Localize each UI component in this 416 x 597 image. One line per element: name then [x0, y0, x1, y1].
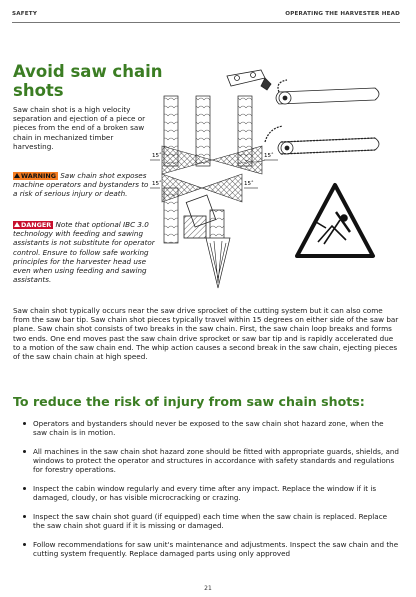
danger-badge-label: DANGER — [21, 220, 52, 229]
saw-bar-lower — [265, 126, 379, 154]
saw-head — [184, 216, 206, 238]
list-item: All machines in the saw chain shot hazard zone should be fitted with appropriate guards, shields, and windows to protect the operator and structures in accordance with safety standards and regulations for forestry operations. — [21, 447, 399, 475]
angle-label: 15˚ — [264, 153, 274, 159]
warning-notice — [13, 171, 153, 199]
danger-notice — [13, 220, 165, 284]
page-number: 21 — [204, 585, 212, 592]
list-item: Inspect the cabin window regularly and every time after any impact. Replace the window if it is damaged, cloudy, or has visible microcracking or crazing. — [21, 484, 399, 502]
page-title: Avoid saw chain shots — [13, 62, 163, 100]
header-section-label: SAFETY — [12, 11, 38, 17]
warning-badge — [13, 172, 58, 180]
saw-bar-upper — [276, 80, 379, 104]
stump — [210, 210, 224, 240]
page-header — [12, 6, 400, 22]
list-item: Operators and bystanders should never be exposed to the saw chain shot hazard zone, when the saw chain is in motion. — [21, 419, 399, 437]
header-rule — [12, 22, 400, 23]
safety-bullet-list — [21, 419, 399, 568]
list-item: Follow recommendations for saw unit's maintenance and adjustments. Inspect the saw chain and the cutting system frequently. Replace damaged parts using only approved — [21, 540, 399, 558]
chain-shot-hazard-icon — [294, 182, 376, 260]
warning-triangle-icon — [14, 173, 20, 178]
angle-label: 15˚ — [244, 181, 254, 187]
warning-badge-label: WARNING — [21, 171, 56, 180]
danger-text: Note that optional IBC 3.0 technology with feeding and sawing assistants is not substitute for operator control. Ensure to follow safe working principles for the harvester head use even when using feeding and sawing assistants. — [13, 220, 155, 285]
header-chapter-label: OPERATING THE HARVESTER HEAD — [285, 11, 400, 17]
tree-trunk — [196, 96, 210, 166]
saw-chain-break-illustration — [225, 64, 385, 180]
chain-fragment — [227, 70, 271, 90]
danger-badge — [13, 221, 53, 229]
danger-triangle-icon — [14, 222, 20, 227]
angle-label: 15˚ — [152, 153, 162, 159]
intro-paragraph: Saw chain shot is a high velocity separation and ejection of a piece or pieces from the end of a broken saw chain in mechanized timber harvesting. — [13, 105, 146, 151]
angle-label: 15˚ — [152, 181, 162, 187]
section-heading: To reduce the risk of injury from saw chain shots: — [13, 394, 365, 409]
description-paragraph: Saw chain shot typically occurs near the saw drive sprocket of the cutting system but it can also come from the saw bar tip. Saw chain shot pieces typically travel within 15 degrees on either side of the saw bar plane. Saw chain shot consists of two breaks in the saw chain. First, the saw chain loop breaks and forms two ends. One end moves past the saw chain drive sprocket or saw bar tip and is rapidly accelerated due to a motion of the saw chain end. The whip action causes a second break in the saw chain, ejecting pieces of the saw chain chain at high speed. — [13, 306, 399, 362]
list-item: Inspect the saw chain shot guard (if equipped) each time when the saw chain is replaced. Replace the saw chain shot guard if it is missing or damaged. — [21, 512, 399, 530]
warning-text: Saw chain shot exposes machine operators and bystanders to a risk of serious injury or death. — [13, 171, 149, 199]
